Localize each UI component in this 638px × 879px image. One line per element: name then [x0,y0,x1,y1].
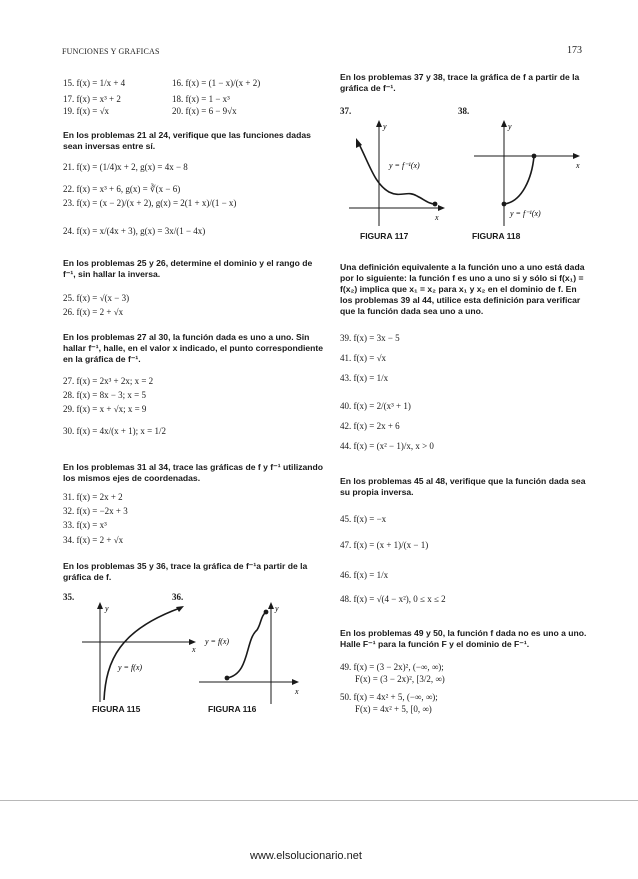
curve [227,613,265,678]
y-axis-arrow [501,120,507,127]
y-label: y [275,604,279,613]
y-label: y [105,604,109,613]
curve-label: y = f⁻¹(x) [389,161,420,170]
instructions-25-26: En los problemas 25 y 26, determine el dominio y el rango de f⁻¹, sin hallar la inversa. [63,258,313,279]
instructions-21-24: En los problemas 21 al 24, verifique que las funciones dadas sean inversas entre sí. [63,130,311,151]
problem-50: 50. f(x) = 4x² + 5, (−∞, ∞); [340,692,438,702]
figure-118-caption: FIGURA 118 [472,231,521,241]
footer-url: www.elsolucionario.net [250,850,362,862]
problem-33: 33. f(x) = x³ [63,520,107,530]
problem-32: 32. f(x) = −2x + 3 [63,506,128,516]
problem-48: 48. f(x) = √(4 − x²), 0 ≤ x ≤ 2 [340,594,446,604]
problem-40: 40. f(x) = 2/(x³ + 1) [340,401,411,411]
problem-29: 29. f(x) = x + √x; x = 9 [63,404,147,414]
figure-116-number: 36. [172,592,184,602]
x-axis-arrow [438,205,445,211]
problem-18: 18. f(x) = 1 − x³ [172,94,230,104]
figure-115-number: 35. [63,592,75,602]
y-axis-arrow [97,602,103,609]
problem-30: 30. f(x) = 4x/(x + 1); x = 1/2 [63,426,166,436]
problem-25: 25. f(x) = √(x − 3) [63,293,130,303]
problem-19: 19. f(x) = √x [63,106,110,116]
problem-41: 41. f(x) = √x [340,353,387,363]
instructions-39-44: Una definición equivalente a la función uno a uno está dada por lo siguiente: la función f es uno a uno si y sólo si f(x₁) = f(x₂) implica que x₁ = x₂ para x₁ y x₂ en el dominio de f. En los problemas 39 al 44, utilice esta definición para verificar que la función dada sea uno a uno. [340,262,585,316]
problem-46: 46. f(x) = 1/x [340,570,389,580]
problem-23: 23. f(x) = (x − 2)/(x + 2), g(x) = 2(1 + x)/(1 − x) [63,198,237,208]
y-label: y [508,122,512,131]
figure-118-number: 38. [458,106,470,116]
x-label: x [435,213,439,222]
problem-27: 27. f(x) = 2x³ + 2x; x = 2 [63,376,154,386]
figure-115-graph [80,600,200,704]
figure-116-caption: FIGURA 116 [208,704,257,714]
problem-34: 34. f(x) = 2 + √x [63,535,124,545]
x-label: x [192,645,196,654]
problem-44: 44. f(x) = (x² − 1)/x, x > 0 [340,441,434,451]
problem-21: 21. f(x) = (1/4)x + 2, g(x) = 4x − 8 [63,162,188,172]
problem-26: 26. f(x) = 2 + √x [63,307,124,317]
curve [504,156,534,204]
problem-16: 16. f(x) = (1 − x)/(x + 2) [172,78,261,88]
endpoint-end [532,154,537,159]
problem-24: 24. f(x) = x/(4x + 3), g(x) = 3x/(1 − 4x) [63,226,206,236]
problem-50-F: F(x) = 4x² + 5, [0, ∞) [355,704,432,714]
curve [104,608,180,700]
x-label: x [295,687,299,696]
problem-49-F: F(x) = (3 − 2x)², [3/2, ∞) [355,674,445,684]
problem-43: 43. f(x) = 1/x [340,373,389,383]
x-axis-arrow [573,153,580,159]
figure-118-graph [470,118,590,228]
problem-15: 15. f(x) = 1/x + 4 [63,78,126,88]
figure-116-graph [195,600,305,704]
curve-label: y = f⁻¹(x) [510,209,541,218]
problem-17: 17. f(x) = x³ + 2 [63,94,121,104]
figure-117-caption: FIGURA 117 [360,231,409,241]
figure-117-number: 37. [340,106,352,116]
endpoint-start [502,202,507,207]
problem-20: 20. f(x) = 6 − 9√x [172,106,237,116]
problem-49: 49. f(x) = (3 − 2x)², (−∞, ∞); [340,662,444,672]
problem-42: 42. f(x) = 2x + 6 [340,421,400,431]
problem-39: 39. f(x) = 3x − 5 [340,333,400,343]
curve [359,144,435,204]
page-number: 173 [567,45,582,56]
figure-115-caption: FIGURA 115 [92,704,141,714]
scan-rule [0,800,638,801]
x-label: x [576,161,580,170]
running-header: FUNCIONES Y GRAFICAS [62,47,160,56]
curve-label: y = f(x) [118,663,143,672]
instructions-31-34: En los problemas 31 al 34, trace las gráficas de f y f⁻¹ utilizando los mismos ejes de coordenadas. [63,462,324,483]
instructions-49-50: En los problemas 49 y 50, la función f dada no es uno a uno. Halle F⁻¹ para la función F y el dominio de F⁻¹. [340,628,587,649]
y-label: y [383,122,387,131]
instructions-45-48: En los problemas 45 al 48, verifique que la función dada sea su propia inversa. [340,476,586,497]
curve-label: y = f(x) [205,637,230,646]
instructions-35-36: En los problemas 35 y 36, trace la gráfica de f⁻¹a partir de la gráfica de f. [63,561,308,582]
endpoint-end [264,610,269,615]
figure-117-graph [345,118,455,228]
endpoint [433,202,438,207]
endpoint-start [225,676,230,681]
instructions-27-30: En los problemas 27 al 30, la función dada es uno a uno. Sin hallar f⁻¹, halle, en el valor x indicado, el punto correspondiente en la gráfica de f⁻¹. [63,332,324,364]
y-axis-arrow [268,602,274,609]
problem-45: 45. f(x) = −x [340,514,387,524]
problem-28: 28. f(x) = 8x − 3; x = 5 [63,390,146,400]
problem-47: 47. f(x) = (x + 1)/(x − 1) [340,540,429,550]
problem-22: 22. f(x) = x³ + 6, g(x) = ∛(x − 6) [63,184,181,194]
problem-31: 31. f(x) = 2x + 2 [63,492,123,502]
x-axis-arrow [292,679,299,685]
instructions-37-38: En los problemas 37 y 38, trace la gráfica de f a partir de la gráfica de f⁻¹. [340,72,580,93]
y-axis-arrow [376,120,382,127]
